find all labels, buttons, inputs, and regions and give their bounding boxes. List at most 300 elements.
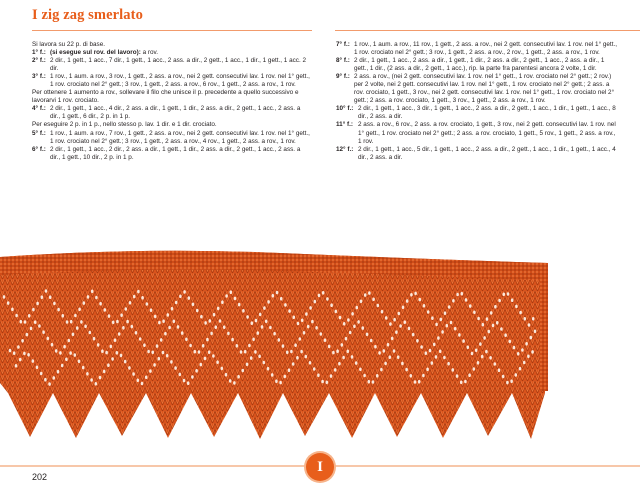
eyelet <box>498 299 501 303</box>
eyelet <box>66 320 69 324</box>
eyelet <box>441 330 444 334</box>
eyelet <box>91 290 94 294</box>
eyelet <box>265 320 268 324</box>
eyelet <box>137 379 140 383</box>
eyelet <box>237 375 240 379</box>
eyelet <box>414 292 417 296</box>
eyelet <box>7 301 10 305</box>
eyelet <box>156 344 159 348</box>
row-1-text: a rov. <box>140 49 159 57</box>
eyelet <box>179 373 182 377</box>
row-7 <box>336 41 618 57</box>
eyelet <box>213 313 216 317</box>
eyelet <box>402 306 405 310</box>
eyelet <box>293 316 296 320</box>
eyelet <box>368 291 371 295</box>
eyelet <box>443 356 446 360</box>
eyelet <box>406 299 409 303</box>
eyelet <box>53 376 56 380</box>
eyelet <box>146 302 149 306</box>
eyelet <box>133 295 136 299</box>
eyelet <box>414 380 417 384</box>
eyelet <box>426 368 429 372</box>
eyelet <box>248 344 251 348</box>
eyelet <box>477 361 480 365</box>
row-2 <box>32 57 310 73</box>
eyelet <box>318 294 321 298</box>
row-4 <box>32 105 310 121</box>
eyelet <box>510 379 513 383</box>
row-12 <box>336 146 618 162</box>
eyelet <box>74 353 77 357</box>
eyelet <box>68 339 71 343</box>
eyelet <box>153 363 156 367</box>
eyelet <box>490 311 493 315</box>
eyelet <box>36 302 39 306</box>
eyelet <box>349 331 352 335</box>
eyelet <box>395 330 398 334</box>
eyelet <box>401 362 404 366</box>
eyelet <box>435 355 438 359</box>
row-10 <box>336 105 618 121</box>
eyelet <box>191 375 194 379</box>
eyelet <box>120 313 123 317</box>
eyelet <box>204 357 207 361</box>
eyelet <box>511 298 514 302</box>
eyelet <box>345 337 348 341</box>
eyelet <box>137 290 140 294</box>
eyelet <box>482 323 485 327</box>
eyelet <box>20 320 23 324</box>
eyelet <box>61 364 64 368</box>
eyelet <box>357 320 360 324</box>
eyelet <box>454 327 457 331</box>
row-10-text: 2 dir., 1 gett., 1 acc., 3 dir., 1 gett., 1 acc., 2 ass. a dir., 2 gett., 1 acc., 1 dir., 1 gett., 1 acc., 8 dir., 2 ass. a dir. <box>358 105 616 121</box>
eyelet <box>76 326 79 330</box>
eyelet <box>45 289 48 293</box>
eyelet <box>221 367 224 371</box>
row-10-label: 10° f.: <box>336 105 354 113</box>
eyelet <box>189 344 192 348</box>
eyelet <box>168 326 171 330</box>
eyelet <box>229 379 232 383</box>
eyelet <box>326 381 329 385</box>
row-2-label: 2° f.: <box>32 57 46 65</box>
eyelet <box>129 301 132 305</box>
eyelet <box>242 369 245 373</box>
eyelet <box>128 366 131 370</box>
eyelet <box>183 290 186 294</box>
eyelet <box>343 322 346 326</box>
eyelet <box>336 349 339 353</box>
eyelet <box>410 293 413 297</box>
eyelet <box>233 381 236 385</box>
eyelet <box>55 349 58 353</box>
row-3-text: 1 rov., 1 aum. a rov., 3 rov., 1 gett., 2 ass. a rov., nei 2 gett. consecutivi lav. 1 rov. nel 1° gett., 1 rov. crociato nel 2° gett.; 3 rov., 1 gett., 2 ass. a rov., 6 rov., 1 gett., 2 ass. a rov., 1 rov. <box>50 73 310 89</box>
eyelet <box>154 315 157 319</box>
eyelet <box>143 343 146 347</box>
eyelet <box>356 306 359 310</box>
eyelet <box>244 350 247 354</box>
eyelet <box>255 319 258 323</box>
eyelet <box>456 374 459 378</box>
eyelet <box>82 366 85 370</box>
eyelet <box>486 317 489 321</box>
eyelet <box>173 320 176 324</box>
eyelet <box>425 351 428 355</box>
eyelet <box>84 325 87 329</box>
eyelet <box>104 308 107 312</box>
row-12-text: 2 dir., 1 gett., 1 acc., 5 dir., 1 gett., 1 acc., 2 ass. a dir., 2 gett., 1 acc., 1 dir., 1 gett., 1 acc., 4 dir., 2 ass. a dir. <box>358 145 616 161</box>
eyelet <box>86 372 89 376</box>
eyelet <box>204 321 207 325</box>
eyelet <box>387 343 390 347</box>
eyelet <box>393 318 396 322</box>
eyelet <box>160 338 163 342</box>
row-7-label: 7° f.: <box>336 41 350 48</box>
eyelet <box>521 348 524 352</box>
row-4-label: 4° f.: <box>32 105 46 113</box>
eyelet <box>122 326 125 330</box>
eyelet <box>506 381 509 385</box>
eyelet <box>236 344 239 348</box>
eyelet <box>141 382 144 386</box>
eyelet <box>380 368 383 372</box>
eyelet <box>210 332 213 336</box>
eyelet <box>377 304 380 308</box>
eyelet <box>468 373 471 377</box>
eyelet <box>30 327 33 331</box>
eyelet <box>311 320 314 324</box>
eyelet <box>460 381 463 385</box>
eyelet <box>416 339 419 343</box>
row-7-text: 1 rov., 1 aum. a rov., 11 rov., 1 gett., 2 ass. a rov., nei 2 gett. consecutivi lav. 1 rov. nel 1° gett., 1 rov. crociato nel 2° gett.; 3 rov., 1 gett., 2 ass. a rov., 2 rov., 1 gett., 2 ass. a rov., 1 rov. <box>354 41 617 57</box>
instructions-column-right <box>336 41 618 162</box>
eyelet <box>376 374 379 378</box>
eyelet <box>435 323 438 327</box>
eyelet <box>320 332 323 336</box>
eyelet <box>272 294 275 298</box>
eyelet <box>53 302 56 306</box>
eyelet <box>338 362 341 366</box>
row-11-label: 11° f.: <box>336 121 353 129</box>
eyelet <box>447 362 450 366</box>
eyelet <box>124 360 127 364</box>
eyelet <box>261 325 264 329</box>
row-3 <box>32 73 310 89</box>
eyelet <box>62 314 65 318</box>
eyelet <box>405 368 408 372</box>
eyelet <box>515 373 518 377</box>
eyelet <box>288 368 291 372</box>
eyelet <box>259 313 262 317</box>
eyelet <box>99 376 102 380</box>
eyelet <box>450 321 453 325</box>
eyelet <box>517 352 520 356</box>
row-1 <box>32 49 310 57</box>
chapter-badge: I <box>306 453 334 481</box>
eyelet <box>26 333 29 337</box>
eyelet <box>341 343 344 347</box>
eyelet <box>473 311 476 315</box>
eyelet <box>263 306 266 310</box>
eyelet <box>488 330 491 334</box>
eyelet <box>305 355 308 359</box>
eyelet <box>3 295 6 299</box>
eyelet <box>473 367 476 371</box>
eyelet <box>456 293 459 297</box>
eyelet <box>147 350 150 354</box>
eyelet <box>479 342 482 346</box>
eyelet <box>381 310 384 314</box>
eyelet <box>240 350 243 354</box>
eyelet <box>276 291 279 295</box>
row-4-text: 2 dir., 1 gett., 1 acc., 4 dir., 2 ass. a dir., 1 gett., 1 dir., 2 ass. a dir., 2 gett., 1 acc., 2 ass. a dir., 1 gett., 6 dir., 2 p. in 1 p. <box>50 105 301 121</box>
eyelet <box>181 331 184 335</box>
row-1-label: 1° f.: <box>32 49 46 57</box>
eyelet <box>360 300 363 304</box>
row-3-label: 3° f.: <box>32 73 46 81</box>
eyelet <box>152 351 155 355</box>
eyelet <box>254 350 257 354</box>
eyelet <box>51 343 54 347</box>
eyelet <box>279 381 282 385</box>
eyelet <box>385 316 388 320</box>
eyelet <box>99 302 102 306</box>
eyelet <box>36 366 39 370</box>
eyelet <box>288 309 291 313</box>
eyelet <box>225 294 228 298</box>
eyelet <box>258 355 261 359</box>
eyelet <box>174 366 177 370</box>
eyelet <box>330 303 333 307</box>
eyelet <box>252 338 255 342</box>
eyelet <box>461 292 464 296</box>
eyelet <box>284 375 287 379</box>
eyelet <box>523 361 526 365</box>
eyelet <box>11 308 14 312</box>
eyelet <box>481 355 484 359</box>
knitted-edging-photo <box>0 243 560 448</box>
eyelet <box>231 338 234 342</box>
eyelet <box>370 339 373 343</box>
row-1-bold-note: (si esegue sul rov. del lavoro): <box>50 49 141 57</box>
eyelet <box>9 349 12 353</box>
eyelet <box>347 350 350 354</box>
eyelet <box>410 374 413 378</box>
eyelet <box>309 306 312 310</box>
eyelet <box>44 378 47 382</box>
row-5 <box>32 130 310 146</box>
eyelet <box>198 350 201 354</box>
eyelet <box>485 350 488 354</box>
eyelet <box>418 380 421 384</box>
row-11 <box>336 121 618 145</box>
eyelet <box>24 320 27 324</box>
eyelet <box>108 314 111 318</box>
eyelet <box>212 354 215 358</box>
row-6-text: 2 dir., 1 gett., 1 acc., 2 dir., 2 ass. a dir., 1 gett., 1 dir., 2 ass. a dir., 2 gett., 1 acc., 2 ass. a dir., 1 gett., 10 dir., 2 p. in 1 p. <box>50 145 301 161</box>
eyelet <box>246 363 249 367</box>
eyelet <box>378 351 381 355</box>
eyelet <box>366 333 369 337</box>
eyelet <box>15 314 18 318</box>
eyelet <box>513 346 516 350</box>
eyelet <box>335 310 338 314</box>
eyelet <box>492 324 495 328</box>
eyelet <box>284 303 287 307</box>
eyelet <box>171 307 174 311</box>
eyelet <box>267 367 270 371</box>
eyelet <box>464 380 467 384</box>
eyelet <box>469 304 472 308</box>
eyelet <box>250 356 253 360</box>
eyelet <box>216 360 219 364</box>
eyelet <box>431 361 434 365</box>
note-increase: Per ottenere 1 aumento a rov., sollevare il filo che unisce il p. precedente a quello successivo e lavorarvi 1 rov. crociato. <box>32 89 299 105</box>
eyelet <box>230 290 233 294</box>
eyelet <box>166 354 169 358</box>
eyelet <box>97 343 100 347</box>
eyelet <box>307 325 310 329</box>
eyelet <box>65 358 68 362</box>
eyelet <box>107 363 110 367</box>
eyelet <box>524 317 527 321</box>
eyelet <box>393 349 396 353</box>
eyelet <box>483 336 486 340</box>
eyelet <box>362 326 365 330</box>
eyelet <box>114 338 117 342</box>
eyelet <box>63 345 66 349</box>
row-9-text: 2 ass. a rov., (nei 2 gett. consecutivi lav. 1 rov. nel 1° gett., 1 rov. crociato nel 2° gett.; 2 rov.) per 2 volte, nei 2 gett. consecutivi lav. 1 rov. nel 1° gett., 1 rov. crociato nel 2° gett.; 2 ass. a rov. crociato, 1 gett., 3 rov., nei 2 gett. consecutivi lav. 1 rov. nel 1° gett., 1 rov. crociato nel 2° gett.; 2 ass. a rov. crociato, 1 gett., 3 rov., 1 gett., 2 ass. a rov., 1 rov. <box>354 73 615 105</box>
eyelet <box>59 351 62 355</box>
eyelet <box>192 303 195 307</box>
title-rule-right <box>335 30 640 31</box>
eyelet <box>21 339 24 343</box>
eyelet <box>175 301 178 305</box>
eyelet <box>509 340 512 344</box>
eyelet <box>57 370 60 374</box>
eyelet <box>399 324 402 328</box>
eyelet <box>48 382 51 386</box>
eyelet <box>183 379 186 383</box>
eyelet <box>242 309 245 313</box>
eyelet <box>384 362 387 366</box>
eyelet <box>217 307 220 311</box>
eyelet <box>372 380 375 384</box>
eyelet <box>530 336 533 340</box>
eyelet <box>164 332 167 336</box>
row-8-text: 2 dir., 1 gett., 1 acc., 2 ass. a dir., 1 gett., 1 dir., 2 ass. a dir., 2 gett., 1 acc., 2 ass. a dir., 1 gett., 1 dir., (2 ass. a dir., 2 gett., 1 acc.), rip. la parte fra parentesi ancora 2 volte, 1 dir. <box>354 57 605 73</box>
instructions-column-left <box>32 41 310 162</box>
row-9-label: 9° f.: <box>336 73 350 81</box>
eyelet <box>238 303 241 307</box>
eyelet <box>167 313 170 317</box>
eyelet <box>206 338 209 342</box>
eyelet <box>280 297 283 301</box>
eyelet <box>95 382 98 386</box>
eyelet <box>162 319 165 323</box>
eyelet <box>251 321 254 325</box>
eyelet <box>290 350 293 354</box>
row-8 <box>336 57 618 73</box>
eyelet <box>471 352 474 356</box>
eyelet <box>301 319 304 323</box>
eyelet <box>139 337 142 341</box>
edging-body <box>0 251 548 439</box>
row-11-text: 2 ass. a rov., 6 rov., 2 ass. a rov. crociato, 1 gett., 3 rov., nei 2 gett. consecutivi lav. 1 rov. nel 1° gett., 1 rov. crociato nel 2° gett.; 2 ass. a rov. crociato, 1 gett., 5 rov., 1 gett., 2 ass. a rov., 1 rov. <box>358 121 616 145</box>
eyelet <box>275 379 278 383</box>
eyelet <box>83 301 86 305</box>
eyelet <box>38 324 41 328</box>
eyelet <box>118 332 121 336</box>
eyelet <box>420 345 423 349</box>
eyelet <box>423 304 426 308</box>
eyelet <box>179 295 182 299</box>
eyelet <box>49 295 52 299</box>
eyelet <box>111 357 114 361</box>
eyelet <box>131 325 134 329</box>
eyelet <box>87 295 90 299</box>
eyelet <box>297 322 300 326</box>
eyelet <box>494 362 497 366</box>
eyelet <box>72 333 75 337</box>
eyelet <box>391 337 394 341</box>
eyelet <box>427 310 430 314</box>
page-number: 202 <box>32 472 48 482</box>
eyelet <box>328 345 331 349</box>
eyelet <box>149 369 152 373</box>
eyelet <box>339 316 342 320</box>
eyelet <box>332 351 335 355</box>
eyelet <box>28 314 31 318</box>
eyelet <box>433 343 436 347</box>
eyelet <box>504 333 507 337</box>
eyelet <box>347 318 350 322</box>
eyelet <box>200 363 203 367</box>
eyelet <box>330 374 333 378</box>
eyelet <box>271 373 274 377</box>
eyelet <box>135 331 138 335</box>
eyelet <box>227 332 230 336</box>
eyelet <box>334 368 337 372</box>
intro-text: Si lavora su 22 p. di base. <box>32 41 105 48</box>
eyelet <box>19 358 22 362</box>
row-2-text: 2 dir., 1 gett., 1 acc., 7 dir., 1 gett., 1 acc., 2 ass. a dir., 2 gett., 1 acc., 1 dir., 1 gett., 1 acc. 2 dir. <box>50 57 307 73</box>
eyelet <box>80 320 83 324</box>
eyelet <box>498 368 501 372</box>
eyelet <box>95 296 98 300</box>
eyelet <box>309 361 312 365</box>
eyelet <box>313 367 316 371</box>
eyelet <box>42 330 45 334</box>
eyelet <box>185 338 188 342</box>
eyelet <box>78 360 81 364</box>
eyelet <box>292 362 295 366</box>
row-9 <box>336 73 618 105</box>
eyelet <box>458 333 461 337</box>
eyelet <box>300 350 303 354</box>
eyelet <box>202 344 205 348</box>
eyelet <box>429 349 432 353</box>
eyelet <box>40 372 43 376</box>
eyelet <box>150 308 153 312</box>
eyelet <box>321 380 324 384</box>
eyelet <box>374 345 377 349</box>
eyelet <box>234 297 237 301</box>
eyelet <box>368 380 371 384</box>
eyelet <box>158 321 161 325</box>
